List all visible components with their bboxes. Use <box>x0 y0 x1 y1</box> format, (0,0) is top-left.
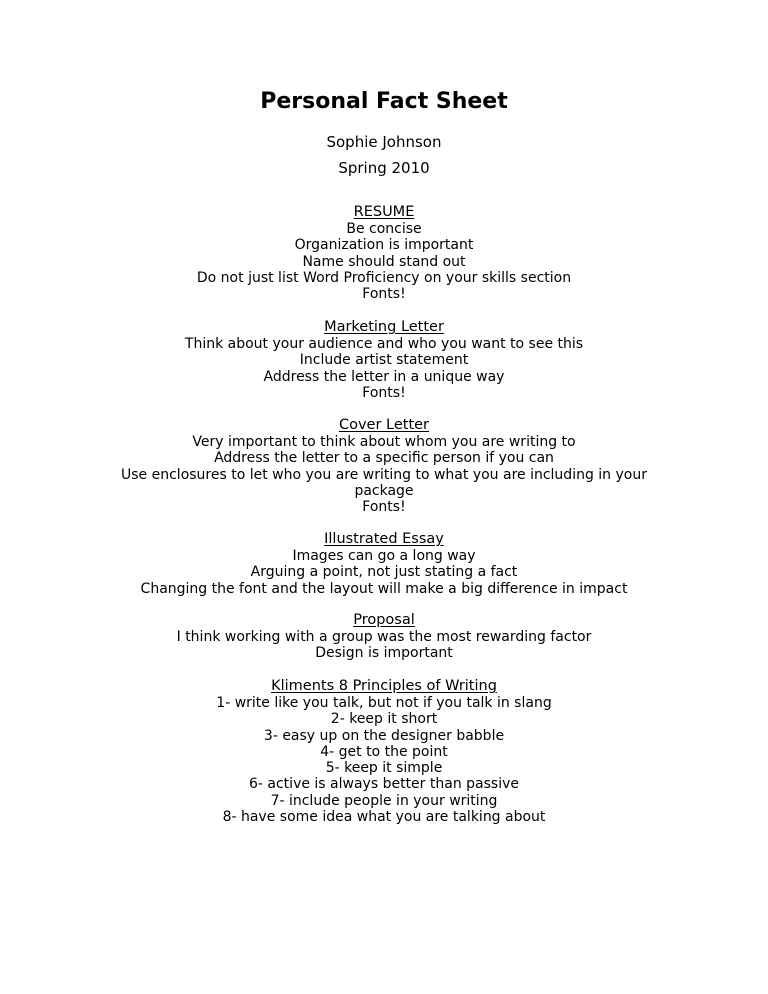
section-line: Very important to think about whom you are writing to <box>192 434 576 450</box>
principle-item: 4- get to the point <box>320 743 448 760</box>
section-heading: Marketing Letter <box>324 319 444 335</box>
section-line: Address the letter to a specific person if you can <box>214 450 554 467</box>
section-line: Changing the font and the layout will make a big difference in impact <box>140 580 628 597</box>
section-heading: RESUME <box>353 204 415 220</box>
section-line: Organization is important <box>294 237 474 254</box>
section-line: Name should stand out <box>302 253 466 270</box>
author-name: Sophie Johnson <box>326 133 442 151</box>
section-heading: Proposal <box>353 612 415 628</box>
section-line: Use enclosures to let who you are writing to what you are including in your <box>121 466 647 483</box>
section-illustrated-essay <box>110 530 658 597</box>
section-line: Fonts! <box>362 384 406 401</box>
page-title: Personal Fact Sheet <box>260 89 508 114</box>
section-line: Design is important <box>315 645 453 662</box>
section-lines <box>110 336 658 401</box>
principle-item: 7- include people in your writing <box>270 792 498 809</box>
section-line: Do not just list Word Proficiency on your skills section <box>196 269 572 286</box>
principle-item: 2- keep it short <box>330 711 438 728</box>
principle-item: 6- active is always better than passive <box>249 776 519 793</box>
section-lines <box>110 548 658 597</box>
principle-item: 5- keep it simple <box>325 760 443 777</box>
section-kliments-principles <box>110 677 658 825</box>
section-line: Fonts! <box>362 286 406 303</box>
term: Spring 2010 <box>338 159 430 177</box>
section-lines <box>110 695 658 825</box>
section-heading: Cover Letter <box>338 417 430 433</box>
section-line: Address the letter in a unique way <box>263 368 505 385</box>
section-line: Arguing a point, not just stating a fact <box>250 564 518 581</box>
section-line: Fonts! <box>362 499 406 516</box>
section-cover-letter <box>110 416 658 515</box>
section-line: Include artist statement <box>299 352 469 369</box>
section-lines <box>110 629 658 662</box>
principle-item: 8- have some idea what you are talking about <box>222 809 546 826</box>
principle-item: 1- write like you talk, but not if you talk in slang <box>216 695 552 711</box>
section-line: Think about your audience and who you want to see this <box>184 336 584 352</box>
section-line: Be concise <box>346 221 422 237</box>
section-line: package <box>354 482 414 499</box>
section-heading: Illustrated Essay <box>324 531 444 547</box>
section-proposal <box>110 611 658 662</box>
principle-item: 3- easy up on the designer babble <box>263 727 505 744</box>
section-line: Images can go a long way <box>292 548 476 564</box>
section-resume <box>110 203 658 302</box>
section-lines <box>110 434 658 515</box>
section-lines <box>110 221 658 302</box>
section-heading: Kliments 8 Principles of Writing <box>271 678 497 694</box>
section-marketing-letter <box>110 318 658 401</box>
section-line: I think working with a group was the most rewarding factor <box>176 629 592 645</box>
